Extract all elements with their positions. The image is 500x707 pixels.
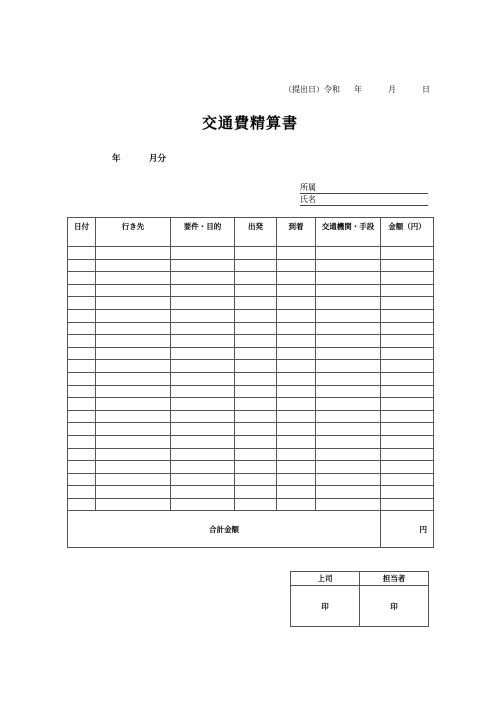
table-cell[interactable]	[96, 372, 171, 385]
table-cell[interactable]	[68, 297, 96, 310]
table-cell[interactable]	[235, 461, 277, 474]
table-cell[interactable]	[381, 448, 434, 461]
table-cell[interactable]	[277, 284, 316, 297]
table-cell[interactable]	[235, 473, 277, 486]
table-row	[68, 360, 434, 373]
table-cell[interactable]	[171, 259, 235, 272]
table-cell[interactable]	[316, 486, 381, 499]
table-row	[68, 284, 434, 297]
table-cell[interactable]	[381, 272, 434, 285]
table-cell[interactable]	[68, 486, 96, 499]
table-cell[interactable]	[171, 322, 235, 335]
table-cell[interactable]	[381, 372, 434, 385]
table-cell[interactable]	[235, 297, 277, 310]
col-header-destination: 行き先	[96, 218, 171, 247]
table-cell[interactable]	[171, 247, 235, 260]
department-field[interactable]	[300, 182, 428, 194]
col-header-purpose: 要件・目的	[171, 218, 235, 247]
table-cell[interactable]	[235, 423, 277, 436]
table-cell[interactable]	[96, 486, 171, 499]
table-cell[interactable]	[316, 398, 381, 411]
table-cell[interactable]	[96, 385, 171, 398]
table-cell[interactable]	[277, 259, 316, 272]
total-amount-cell[interactable]: 円	[381, 511, 434, 548]
table-row	[68, 473, 434, 486]
col-header-arrival: 到着	[277, 218, 316, 247]
table-cell[interactable]	[96, 247, 171, 260]
table-cell[interactable]	[316, 498, 381, 511]
table-row	[68, 498, 434, 511]
table-cell[interactable]	[96, 272, 171, 285]
table-cell[interactable]	[171, 272, 235, 285]
col-header-amount: 金額（円）	[381, 218, 434, 247]
table-cell[interactable]	[171, 360, 235, 373]
table-cell[interactable]	[235, 410, 277, 423]
table-cell[interactable]	[235, 309, 277, 322]
table-cell[interactable]	[316, 284, 381, 297]
table-cell[interactable]	[235, 284, 277, 297]
table-cell[interactable]	[381, 486, 434, 499]
total-row	[68, 511, 434, 548]
table-cell[interactable]	[381, 398, 434, 411]
table-cell[interactable]	[316, 322, 381, 335]
table-cell[interactable]	[277, 448, 316, 461]
table-cell[interactable]	[171, 473, 235, 486]
table-cell[interactable]	[68, 385, 96, 398]
table-cell[interactable]	[171, 372, 235, 385]
table-cell[interactable]	[381, 335, 434, 348]
table-cell[interactable]	[381, 435, 434, 448]
table-cell[interactable]	[235, 435, 277, 448]
table-cell[interactable]	[381, 410, 434, 423]
staff-header: 担当者	[360, 572, 429, 586]
table-cell[interactable]	[96, 259, 171, 272]
table-cell[interactable]	[68, 272, 96, 285]
table-cell[interactable]	[235, 272, 277, 285]
table-cell[interactable]	[96, 360, 171, 373]
department-label: 所属	[300, 183, 316, 192]
table-cell[interactable]	[171, 486, 235, 499]
table-cell[interactable]	[316, 360, 381, 373]
table-cell[interactable]	[277, 309, 316, 322]
table-cell[interactable]	[277, 486, 316, 499]
table-row	[68, 247, 434, 260]
table-cell[interactable]	[381, 347, 434, 360]
table-cell[interactable]	[171, 347, 235, 360]
table-cell[interactable]	[277, 360, 316, 373]
day-label: 日	[422, 85, 430, 94]
table-row	[68, 410, 434, 423]
table-cell[interactable]	[316, 309, 381, 322]
table-cell[interactable]	[316, 435, 381, 448]
table-cell[interactable]	[171, 335, 235, 348]
table-cell[interactable]	[316, 448, 381, 461]
table-cell[interactable]	[316, 372, 381, 385]
table-row	[68, 448, 434, 461]
table-cell[interactable]	[316, 247, 381, 260]
table-cell[interactable]	[171, 423, 235, 436]
table-cell[interactable]	[68, 309, 96, 322]
table-cell[interactable]	[316, 410, 381, 423]
table-cell[interactable]	[316, 461, 381, 474]
table-cell[interactable]	[235, 372, 277, 385]
table-cell[interactable]	[96, 435, 171, 448]
table-cell[interactable]	[277, 473, 316, 486]
table-cell[interactable]	[277, 385, 316, 398]
table-cell[interactable]	[277, 247, 316, 260]
table-cell[interactable]	[235, 259, 277, 272]
table-cell[interactable]	[277, 372, 316, 385]
name-field[interactable]	[300, 194, 428, 206]
table-cell[interactable]	[316, 385, 381, 398]
table-cell[interactable]	[235, 385, 277, 398]
table-cell[interactable]	[316, 297, 381, 310]
table-cell[interactable]	[68, 410, 96, 423]
table-cell[interactable]	[68, 322, 96, 335]
table-cell[interactable]	[96, 448, 171, 461]
table-row	[68, 435, 434, 448]
col-header-departure: 出発	[235, 218, 277, 247]
table-cell[interactable]	[171, 410, 235, 423]
year-label: 年	[354, 85, 362, 94]
name-label: 氏名	[300, 195, 316, 204]
table-cell[interactable]	[68, 247, 96, 260]
supervisor-header: 上司	[291, 572, 360, 586]
table-cell[interactable]	[277, 498, 316, 511]
table-cell[interactable]	[68, 259, 96, 272]
table-cell[interactable]	[381, 498, 434, 511]
supervisor-stamp[interactable]: 印	[291, 586, 360, 627]
table-cell[interactable]	[316, 347, 381, 360]
table-row	[68, 461, 434, 474]
table-cell[interactable]	[68, 347, 96, 360]
period-year-label: 年	[112, 154, 121, 164]
table-cell[interactable]	[277, 398, 316, 411]
table-cell[interactable]	[381, 385, 434, 398]
table-cell[interactable]	[96, 473, 171, 486]
table-cell[interactable]	[68, 473, 96, 486]
table-cell[interactable]	[235, 448, 277, 461]
col-header-date: 日付	[68, 218, 96, 247]
table-cell[interactable]	[381, 309, 434, 322]
table-row	[68, 272, 434, 285]
table-row	[68, 347, 434, 360]
table-cell[interactable]	[235, 360, 277, 373]
table-cell[interactable]	[235, 247, 277, 260]
approval-stamp-table	[290, 571, 429, 627]
table-cell[interactable]	[96, 322, 171, 335]
staff-stamp[interactable]: 印	[360, 586, 429, 627]
table-row	[68, 486, 434, 499]
table-cell[interactable]	[96, 498, 171, 511]
table-cell[interactable]	[96, 423, 171, 436]
table-cell[interactable]	[381, 297, 434, 310]
table-row	[68, 322, 434, 335]
table-cell[interactable]	[235, 398, 277, 411]
table-cell[interactable]	[316, 335, 381, 348]
table-cell[interactable]	[96, 398, 171, 411]
table-cell[interactable]	[171, 284, 235, 297]
table-cell[interactable]	[277, 272, 316, 285]
document-title: 交通費精算書	[201, 114, 298, 132]
table-cell[interactable]	[316, 259, 381, 272]
table-row	[68, 385, 434, 398]
table-cell[interactable]	[171, 385, 235, 398]
table-cell[interactable]	[277, 410, 316, 423]
table-cell[interactable]	[235, 335, 277, 348]
table-cell[interactable]	[68, 461, 96, 474]
table-cell[interactable]	[235, 347, 277, 360]
table-cell[interactable]	[381, 247, 434, 260]
table-cell[interactable]	[68, 435, 96, 448]
period-month-label: 月分	[149, 154, 167, 164]
table-cell[interactable]	[277, 322, 316, 335]
table-cell[interactable]	[235, 486, 277, 499]
table-cell[interactable]	[235, 322, 277, 335]
table-cell[interactable]	[171, 435, 235, 448]
table-row	[68, 372, 434, 385]
total-label: 合計金額	[68, 511, 381, 548]
table-cell[interactable]	[68, 448, 96, 461]
table-row	[68, 335, 434, 348]
table-cell[interactable]	[68, 423, 96, 436]
approval-stamp-row	[291, 586, 429, 627]
table-cell[interactable]	[68, 498, 96, 511]
table-row	[68, 398, 434, 411]
table-cell[interactable]	[277, 435, 316, 448]
table-cell[interactable]	[171, 297, 235, 310]
table-cell[interactable]	[381, 423, 434, 436]
table-cell[interactable]	[171, 461, 235, 474]
table-cell[interactable]	[68, 372, 96, 385]
table-cell[interactable]	[68, 398, 96, 411]
table-cell[interactable]	[277, 461, 316, 474]
table-cell[interactable]	[96, 410, 171, 423]
table-header-row	[68, 218, 434, 247]
table-cell[interactable]	[381, 284, 434, 297]
submission-date-label: （提出日）令和	[284, 85, 340, 94]
table-cell[interactable]	[96, 347, 171, 360]
col-header-transport: 交通機関・手段	[316, 218, 381, 247]
table-cell[interactable]	[316, 423, 381, 436]
table-cell[interactable]	[316, 473, 381, 486]
table-cell[interactable]	[171, 398, 235, 411]
table-cell[interactable]	[171, 309, 235, 322]
table-cell[interactable]	[96, 297, 171, 310]
table-cell[interactable]	[277, 335, 316, 348]
table-cell[interactable]	[96, 335, 171, 348]
table-cell[interactable]	[381, 461, 434, 474]
table-cell[interactable]	[381, 473, 434, 486]
table-cell[interactable]	[96, 461, 171, 474]
table-cell[interactable]	[277, 297, 316, 310]
table-cell[interactable]	[316, 272, 381, 285]
approval-header-row	[291, 572, 429, 586]
table-cell[interactable]	[171, 498, 235, 511]
table-cell[interactable]	[235, 498, 277, 511]
table-cell[interactable]	[68, 335, 96, 348]
table-row	[68, 309, 434, 322]
table-row	[68, 423, 434, 436]
table-cell[interactable]	[96, 309, 171, 322]
expense-table	[67, 217, 434, 548]
table-cell[interactable]	[381, 360, 434, 373]
table-cell[interactable]	[277, 347, 316, 360]
table-cell[interactable]	[171, 448, 235, 461]
table-row	[68, 259, 434, 272]
table-cell[interactable]	[96, 284, 171, 297]
table-cell[interactable]	[68, 284, 96, 297]
month-label: 月	[388, 85, 396, 94]
table-cell[interactable]	[277, 423, 316, 436]
table-cell[interactable]	[381, 322, 434, 335]
table-cell[interactable]	[68, 360, 96, 373]
table-cell[interactable]	[381, 259, 434, 272]
table-row	[68, 297, 434, 310]
